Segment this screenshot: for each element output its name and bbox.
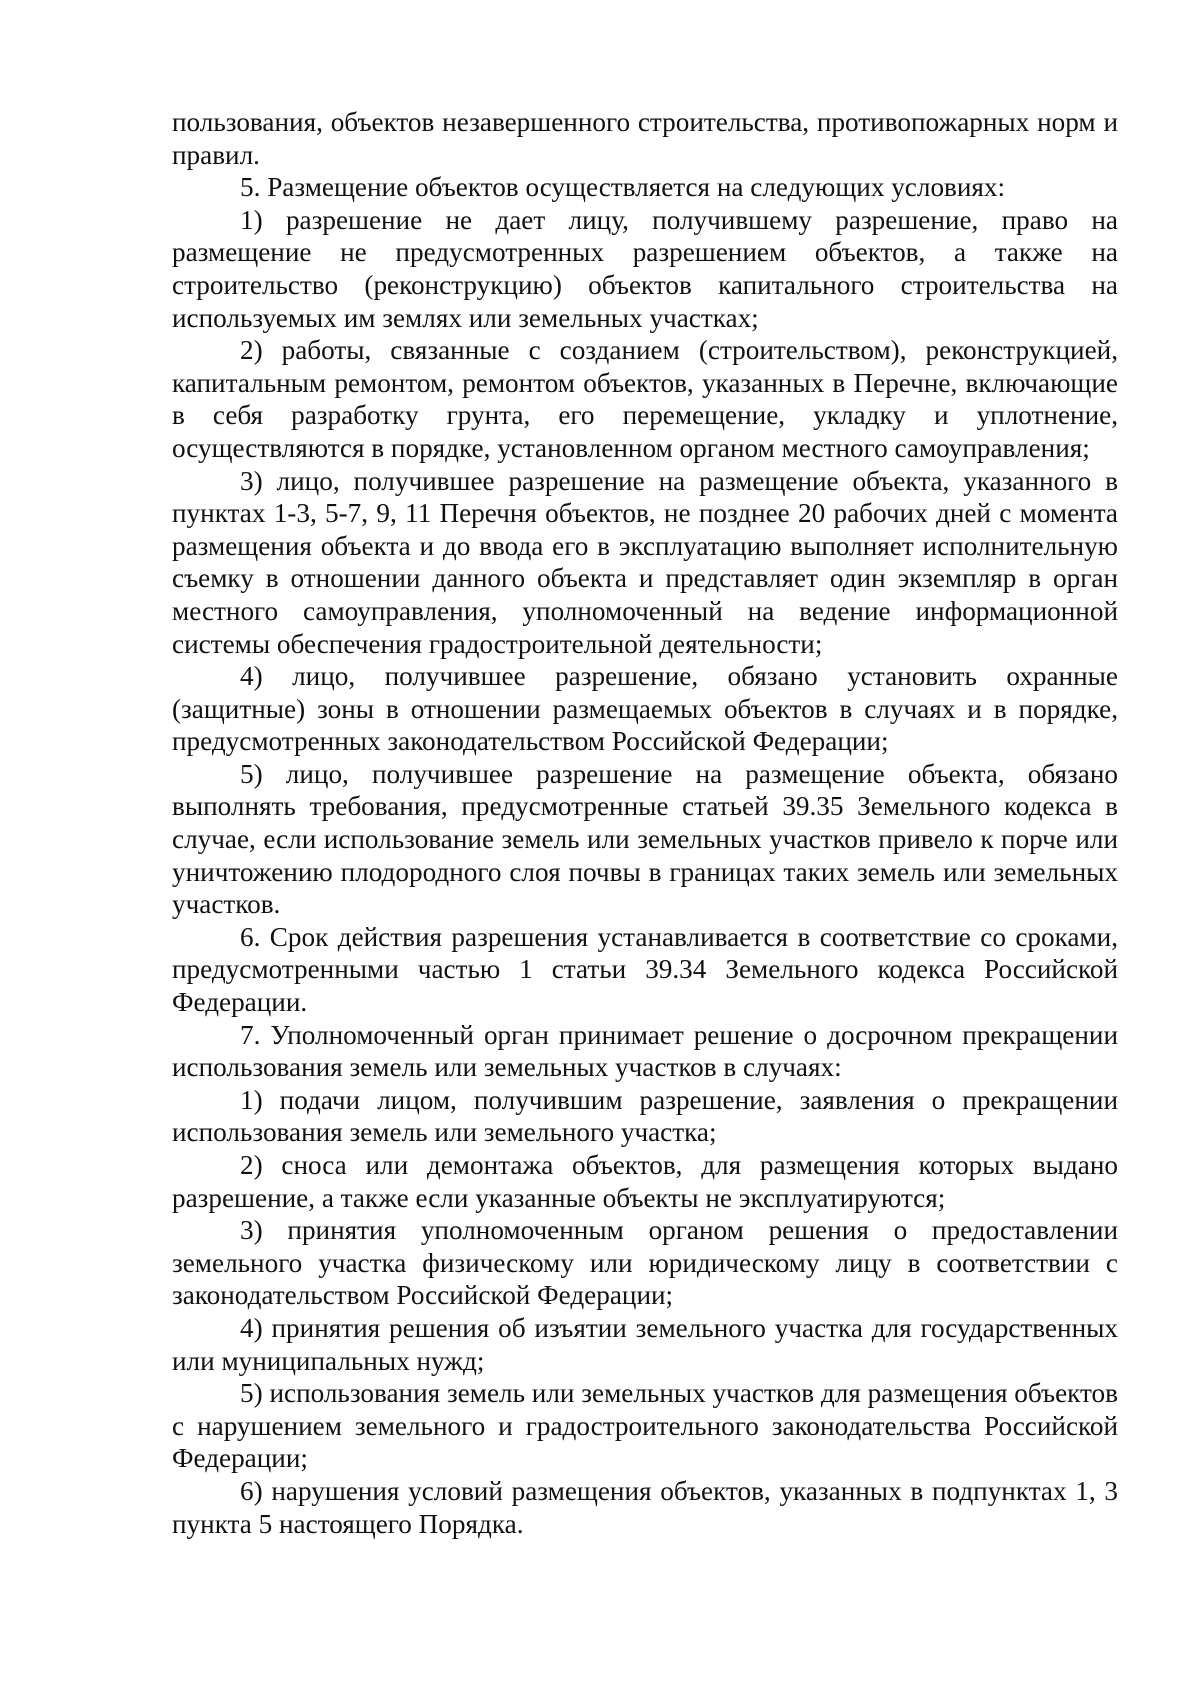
- paragraph-clause-7-item-2: 2) сноса или демонтажа объектов, для размещения которых выдано разрешение, а также если указанные объекты не эксплуатируются;: [172, 1150, 1118, 1213]
- paragraph-clause-5-item-1: 1) разрешение не дает лицу, получившему разрешение, право на размещение не предусмотренных разрешением объектов, а также на строительство (реконструкцию) объектов капитального строительства на используемых им землях или земельных участках;: [172, 204, 1118, 333]
- paragraph-clause-7-item-6: 6) нарушения условий размещения объектов, указанных в подпунктах 1, 3 пункта 5 настоящего Порядка.: [172, 1475, 1118, 1539]
- paragraph-clause-7-item-5: 5) использования земель или земельных участков для размещения объектов с нарушением земельного и градостроительного законодательства Российской Федерации;: [172, 1378, 1118, 1474]
- paragraph-clause-5-item-5: 5) лицо, получившее разрешение на размещение объекта, обязано выполнять требования, предусмотренные статьей 39.35 Земельного кодекса в случае, если использование земель или земельных участков привело к порче или уничтожению плодородного слоя почвы в границах таких земель или земельных участков.: [172, 758, 1118, 920]
- paragraph-clause-7: 7. Уполномоченный орган принимает решение о досрочном прекращении использования земель или земельных участков в случаях:: [172, 1019, 1118, 1083]
- paragraph-clause-5-item-4: 4) лицо, получившее разрешение, обязано установить охранные (защитные) зоны в отношении размещаемых объектов в случаях и в порядке, предусмотренных законодательством Российской Федерации;: [172, 661, 1118, 757]
- paragraph-clause-6: 6. Срок действия разрешения устанавливается в соответствие со сроками, предусмотренными частью 1 статьи 39.34 Земельного кодекса Российской Федерации.: [172, 921, 1118, 1018]
- document-page: [172, 106, 1118, 1540]
- paragraph-clause-5: 5. Размещение объектов осуществляется на следующих условиях:: [240, 172, 1006, 203]
- paragraph-clause-7-item-1: 1) подачи лицом, получившим разрешение, заявления о прекращении использования земель или земельного участка;: [172, 1084, 1118, 1148]
- paragraph-clause-7-item-4: 4) принятия решения об изъятии земельного участка для государственных или муниципальных нужд;: [172, 1312, 1118, 1376]
- paragraph-clause-7-item-3: 3) принятия уполномоченным органом решения о предоставлении земельного участка физическому или юридическому лицу в соответствии с законодательством Российской Федерации;: [172, 1215, 1118, 1311]
- paragraph-continuation: пользования, объектов незавершенного строительства, противопожарных норм и правил.: [172, 107, 1118, 170]
- paragraph-clause-5-item-3: 3) лицо, получившее разрешение на размещение объекта, указанного в пунктах 1-3, 5-7, 9, 11 Перечня объектов, не позднее 20 рабочих дней с момента размещения объекта и до ввода его в эксплуатацию выполняет исполнительную съемку в отношении данного объекта и представляет один экземпляр в орган местного самоуправления, уполномоченный на ведение информационной системы обеспечения градостроительной деятельности;: [172, 465, 1118, 659]
- paragraph-clause-5-item-2: 2) работы, связанные с созданием (строительством), реконструкцией, капитальным ремонтом, ремонтом объектов, указанных в Перечне, включающие в себя разработку грунта, его перемещение, укладку и уплотнение, осуществляются в порядке, установленном органом местного самоуправления;: [172, 335, 1118, 463]
